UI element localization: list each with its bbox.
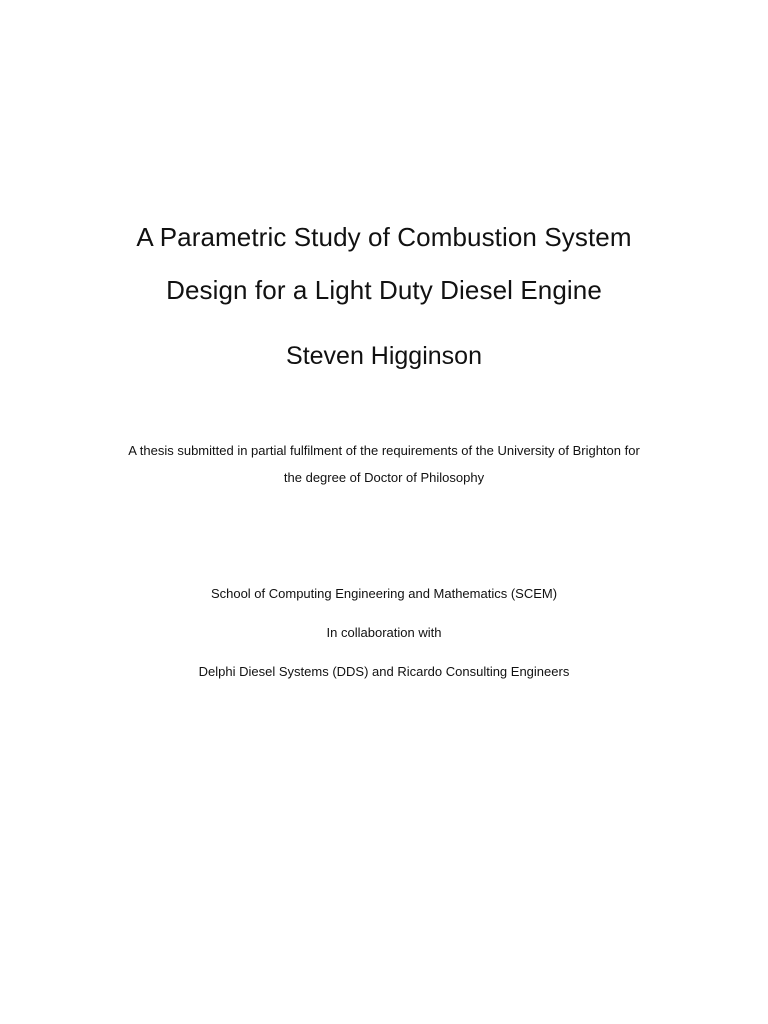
thesis-title-line-2: Design for a Light Duty Diesel Engine [166,275,602,305]
thesis-title-line-1: A Parametric Study of Combustion System [136,222,632,252]
author-name: Steven Higginson [286,342,482,370]
school-name: School of Computing Engineering and Mathematics (SCEM) [210,586,558,601]
submission-statement-line-1: A thesis submitted in partial fulfilment of the requirements of the University of Brighton for [128,443,640,458]
submission-statement-line-2: the degree of Doctor of Philosophy [283,470,485,485]
collaborators: Delphi Diesel Systems (DDS) and Ricardo Consulting Engineers [198,664,570,679]
collaboration-label: In collaboration with [326,625,442,640]
